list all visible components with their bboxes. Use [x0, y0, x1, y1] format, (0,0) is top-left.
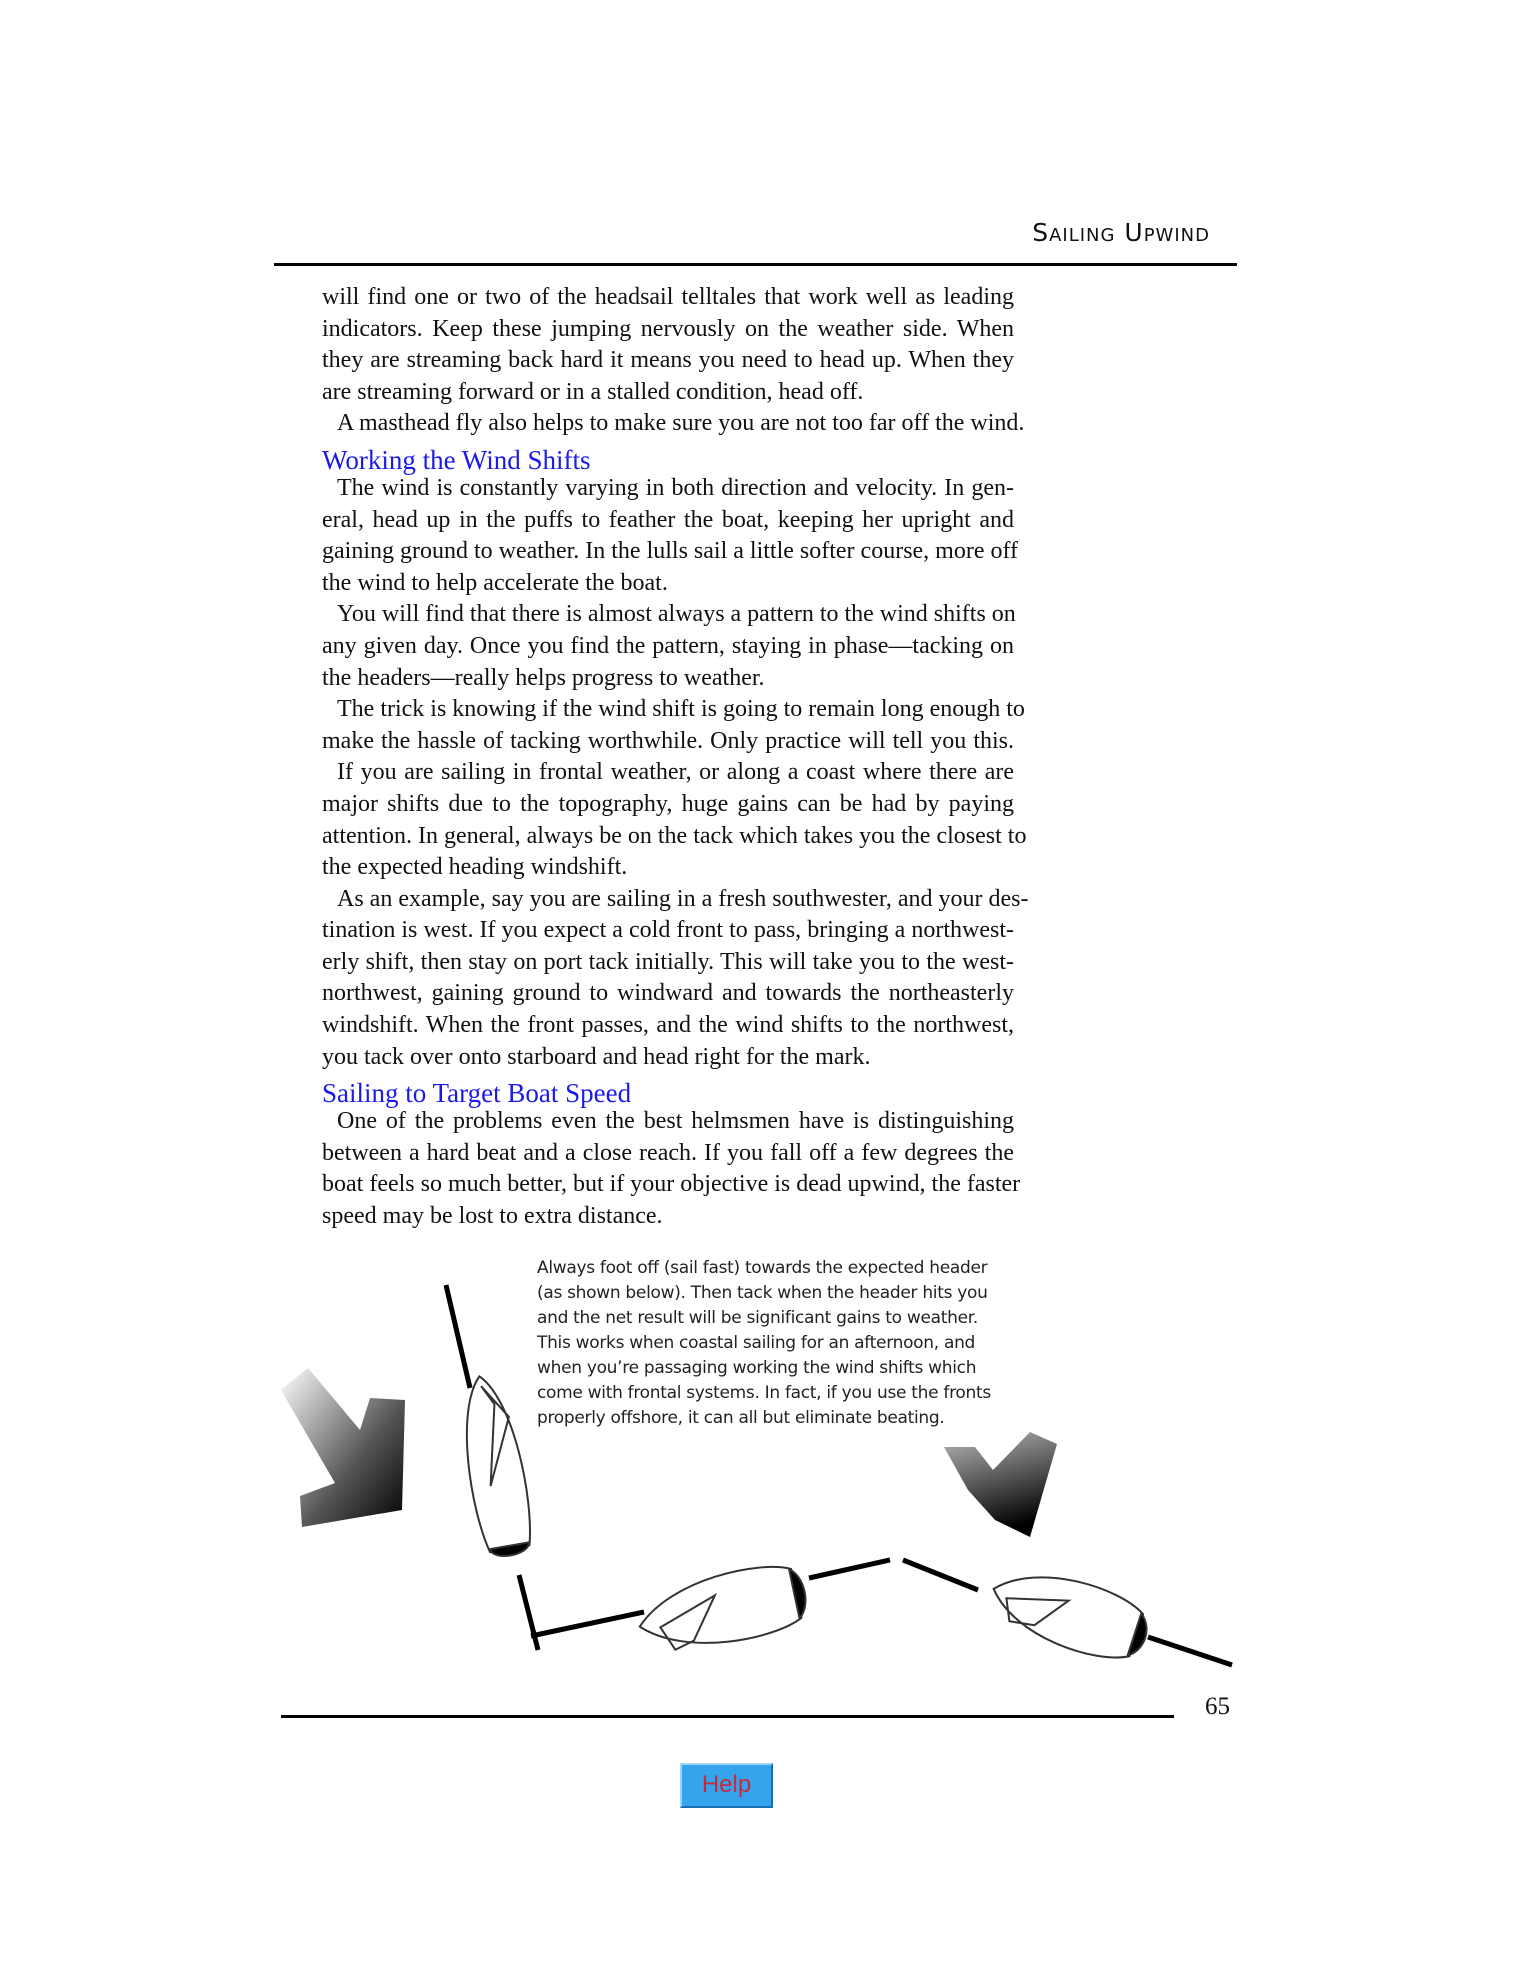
text-line: The trick is knowing if the wind shift is going to remain long enough to	[337, 696, 1025, 723]
section-heading: Working the Wind Shifts	[322, 444, 591, 475]
boat-icon	[453, 1372, 537, 1560]
page-number: 65	[1205, 1693, 1230, 1720]
boat-icon	[983, 1557, 1155, 1670]
text-line: attention. In general, always be on the tack which takes you the closest to	[322, 822, 1027, 849]
help-button[interactable]: Help	[680, 1763, 773, 1808]
caption-line: This works when coastal sailing for an afternoon, and	[537, 1333, 976, 1353]
caption-line: Always foot off (sail fast) towards the expected header	[537, 1258, 988, 1278]
text-line: are streaming forward or in a stalled condition, head off.	[322, 378, 864, 405]
text-line: any given day. Once you find the pattern, staying in phase—tacking on	[322, 632, 1014, 659]
text-line: The wind is constantly varying in both direction and velocity. In gen-	[337, 474, 1014, 501]
text-line: you tack over onto starboard and head right for the mark.	[322, 1043, 871, 1070]
text-line: windshift. When the front passes, and the wind shifts to the northwest,	[322, 1012, 1014, 1039]
caption-line: when you’re passaging working the wind shifts which	[537, 1358, 977, 1378]
caption-line: and the net result will be significant gains to weather.	[537, 1308, 978, 1328]
caption-line: (as shown below). Then tack when the header hits you	[537, 1283, 988, 1303]
text-line: the headers—really helps progress to weather.	[322, 664, 765, 691]
text-line: major shifts due to the topography, huge gains can be had by paying	[322, 790, 1014, 817]
text-line: A masthead fly also helps to make sure you are not too far off the wind.	[337, 410, 1025, 437]
boat-icon	[633, 1558, 812, 1660]
text-line: boat feels so much better, but if your objective is dead upwind, the faster	[322, 1171, 1021, 1198]
running-title: Sailing Upwind	[1032, 218, 1210, 247]
text-line: the wind to help accelerate the boat.	[322, 569, 668, 596]
caption-line: come with frontal systems. In fact, if you use the fronts	[537, 1383, 991, 1403]
text-line: they are streaming back hard it means you need to head up. When they	[322, 347, 1014, 374]
text-line: speed may be lost to extra distance.	[322, 1203, 663, 1230]
text-line: erly shift, then stay on port tack initially. This will take you to the west-	[322, 948, 1014, 975]
wind-arrow-left-icon	[281, 1368, 405, 1527]
caption-line: properly offshore, it can all but eliminate beating.	[537, 1408, 945, 1428]
section-heading: Sailing to Target Boat Speed	[322, 1078, 632, 1109]
footer-rule	[281, 1715, 1174, 1718]
text-line: gaining ground to weather. In the lulls sail a little softer course, more off	[322, 538, 1019, 565]
text-line: tination is west. If you expect a cold front to pass, bringing a northwest-	[322, 917, 1014, 944]
text-line: As an example, say you are sailing in a fresh southwester, and your des-	[337, 885, 1029, 912]
wind-arrow-right-icon	[944, 1432, 1057, 1537]
text-line: eral, head up in the puffs to feather the boat, keeping her upright and	[322, 506, 1014, 533]
figure-caption	[537, 1256, 1017, 1431]
text-line: northwest, gaining ground to windward and towards the northeasterly	[322, 980, 1014, 1007]
text-line: indicators. Keep these jumping nervously on the weather side. When	[322, 315, 1014, 342]
text-line: between a hard beat and a close reach. If you fall off a few degrees the	[322, 1139, 1014, 1166]
text-line: You will find that there is almost always a pattern to the wind shifts on	[337, 601, 1016, 628]
text-line: One of the problems even the best helmsmen have is distinguishing	[337, 1108, 1014, 1135]
text-line: will find one or two of the headsail telltales that work well as leading	[322, 284, 1014, 310]
text-line: If you are sailing in frontal weather, or along a coast where there are	[337, 759, 1014, 786]
text-line: make the hassle of tacking worthwhile. Only practice will tell you this.	[322, 727, 1014, 754]
text-line: the expected heading windshift.	[322, 854, 628, 881]
